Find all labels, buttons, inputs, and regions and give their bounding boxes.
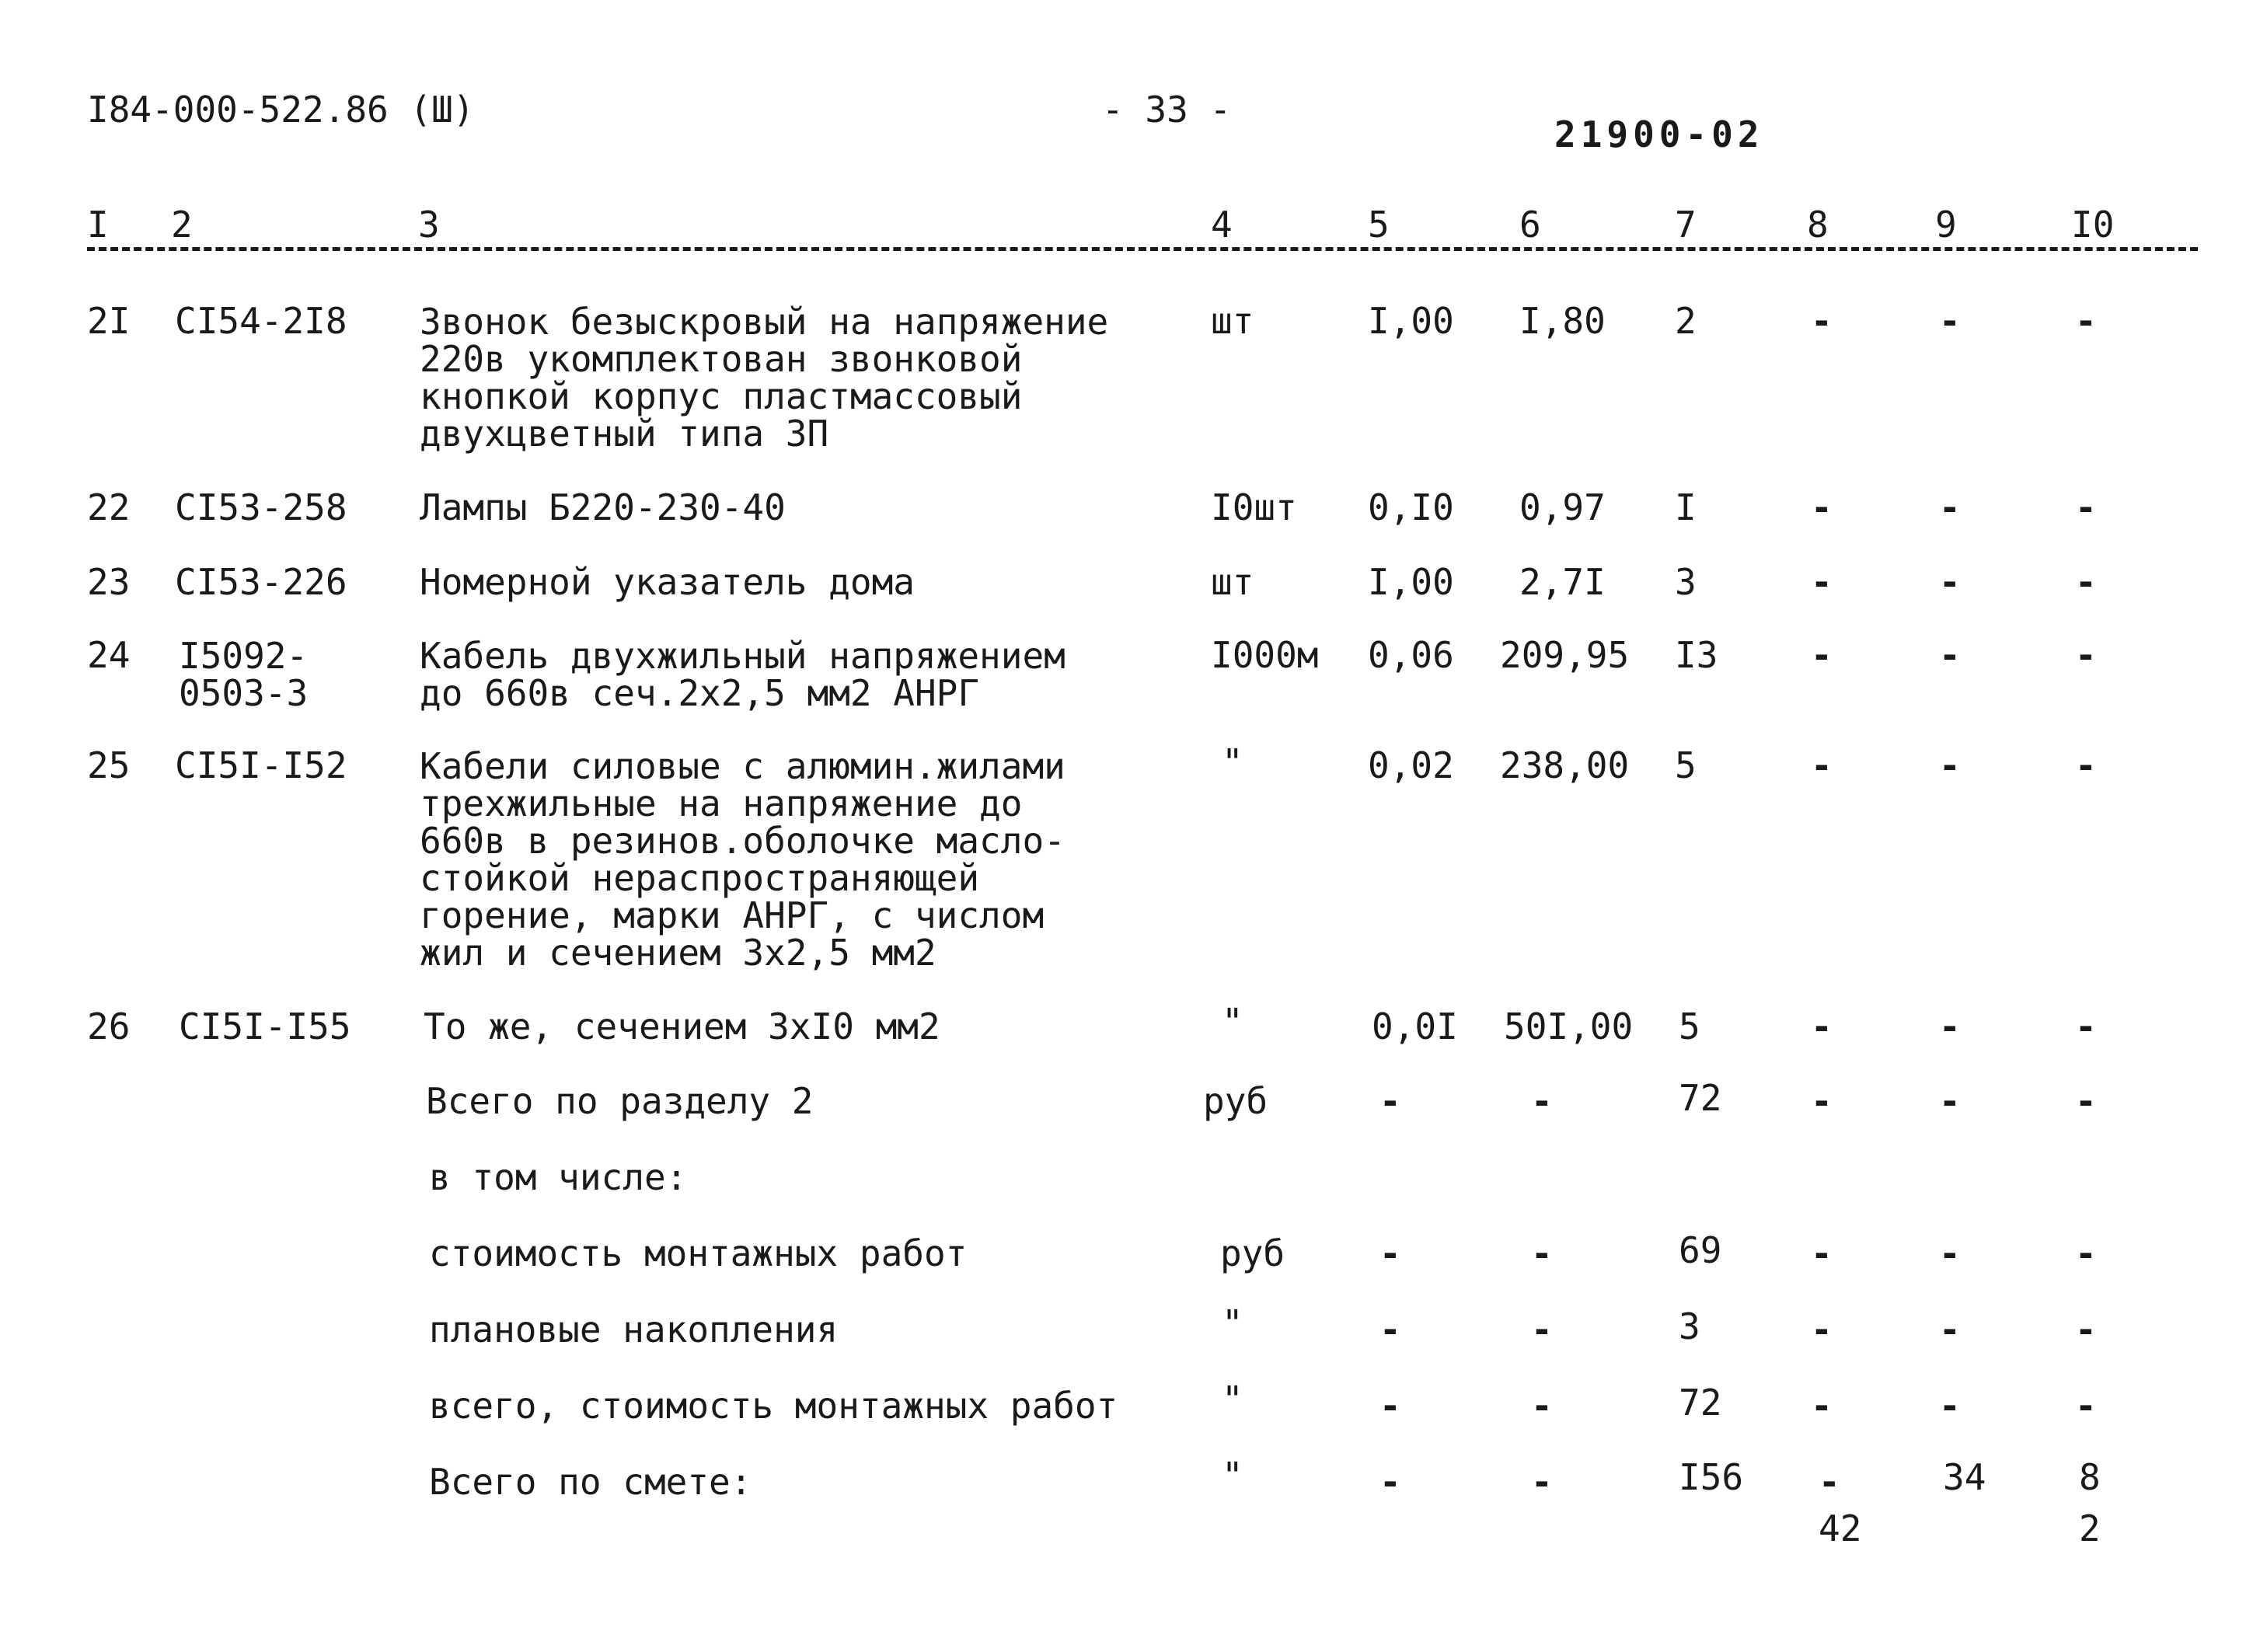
row-qty: I,00 bbox=[1368, 561, 1454, 603]
summary-total: 72 bbox=[1679, 1077, 1722, 1119]
row-col10: - bbox=[2075, 561, 2097, 603]
summary-total: 69 bbox=[1679, 1229, 1722, 1271]
row-qty: 0,02 bbox=[1368, 744, 1454, 786]
summary-col9: 34 bbox=[1943, 1456, 1986, 1498]
row-col9: - bbox=[1939, 561, 1961, 603]
row-col10: - bbox=[2075, 744, 2097, 786]
col-header: I0 bbox=[2071, 204, 2115, 246]
summary-col8-sub: 42 bbox=[1819, 1507, 1862, 1549]
col-header: 9 bbox=[1935, 204, 1957, 246]
row-col9: - bbox=[1939, 634, 1961, 676]
row-col9: - bbox=[1939, 486, 1961, 528]
summary-label: в том числе: bbox=[429, 1156, 688, 1198]
row-number: 2I bbox=[87, 300, 131, 342]
summary-col8: - bbox=[1811, 1232, 1833, 1274]
summary-total: I56 bbox=[1679, 1456, 1744, 1498]
col-header: 8 bbox=[1807, 204, 1829, 246]
row-name-line: горение, марки АНРГ, с числом bbox=[420, 894, 1045, 936]
col-header: 2 bbox=[171, 204, 193, 246]
summary-label: Всего по разделу 2 bbox=[426, 1080, 814, 1122]
row-price: 2,7I bbox=[1519, 561, 1606, 603]
summary-col10: - bbox=[2075, 1080, 2097, 1122]
summary-col8: - bbox=[1811, 1309, 1833, 1351]
row-price: 209,95 bbox=[1500, 634, 1630, 676]
summary-unit: руб bbox=[1203, 1080, 1268, 1122]
summary-price: - bbox=[1531, 1080, 1553, 1122]
summary-col10-sub: 2 bbox=[2079, 1507, 2101, 1549]
col-header: 3 bbox=[418, 204, 440, 246]
row-code: CI5I-I52 bbox=[175, 744, 347, 786]
row-name-line: Звонок безыскровый на напряжение bbox=[420, 301, 1109, 343]
summary-unit: руб bbox=[1220, 1232, 1285, 1274]
summary-label: плановые накопления bbox=[429, 1309, 839, 1351]
header-divider bbox=[87, 247, 2198, 251]
summary-total: 72 bbox=[1679, 1382, 1722, 1424]
row-total: I3 bbox=[1675, 634, 1718, 676]
row-col9: - bbox=[1939, 300, 1961, 342]
row-number: 24 bbox=[87, 634, 131, 676]
summary-unit: " bbox=[1222, 1302, 1243, 1344]
row-col8: - bbox=[1811, 561, 1833, 603]
summary-qty: - bbox=[1379, 1385, 1401, 1427]
summary-col10: - bbox=[2075, 1385, 2097, 1427]
row-col10: - bbox=[2075, 634, 2097, 676]
row-total: 3 bbox=[1675, 561, 1697, 603]
row-qty: 0,0I bbox=[1372, 1005, 1458, 1047]
summary-qty: - bbox=[1379, 1080, 1401, 1122]
summary-label: Всего по смете: bbox=[429, 1461, 752, 1503]
col-header: 5 bbox=[1368, 204, 1390, 246]
summary-label: всего, стоимость монтажных работ bbox=[429, 1385, 1118, 1427]
row-col8: - bbox=[1811, 486, 1833, 528]
row-code-line: 0503-3 bbox=[179, 672, 309, 714]
row-total: 2 bbox=[1675, 300, 1697, 342]
row-name-line: То же, сечением 3хI0 мм2 bbox=[424, 1005, 940, 1047]
row-qty: 0,I0 bbox=[1368, 486, 1454, 528]
row-name-line: Номерной указатель дома bbox=[420, 561, 915, 603]
col-header: 4 bbox=[1211, 204, 1233, 246]
row-total: 5 bbox=[1679, 1005, 1700, 1047]
row-col8: - bbox=[1811, 744, 1833, 786]
row-name-line: кнопкой корпус пластмассовый bbox=[420, 375, 1023, 417]
row-col10: - bbox=[2075, 486, 2097, 528]
summary-price: - bbox=[1531, 1232, 1553, 1274]
summary-qty: - bbox=[1379, 1461, 1401, 1503]
row-name-line: Кабель двухжильный напряжением bbox=[420, 635, 1065, 677]
summary-col9: - bbox=[1939, 1080, 1961, 1122]
summary-col10: - bbox=[2075, 1232, 2097, 1274]
row-code: CI54-2I8 bbox=[175, 300, 347, 342]
row-name-line: 660в в резинов.оболочке масло- bbox=[420, 820, 1065, 862]
row-price: 0,97 bbox=[1519, 486, 1606, 528]
row-code: CI53-258 bbox=[175, 486, 347, 528]
row-name-line: жил и сечением 3х2,5 мм2 bbox=[420, 932, 936, 974]
row-number: 26 bbox=[87, 1005, 131, 1047]
summary-col10: 8 bbox=[2079, 1456, 2101, 1498]
row-unit: шт bbox=[1211, 300, 1254, 342]
row-name-line: двухцветный типа ЗП bbox=[420, 413, 829, 455]
summary-total: 3 bbox=[1679, 1305, 1700, 1347]
row-qty: I,00 bbox=[1368, 300, 1454, 342]
row-name-line: Кабели силовые с алюмин.жилами bbox=[420, 745, 1065, 787]
row-unit: I0шт bbox=[1211, 486, 1297, 528]
row-unit: " bbox=[1222, 1001, 1243, 1043]
summary-unit: " bbox=[1222, 1378, 1243, 1420]
doc-code: 21900-02 bbox=[1554, 113, 1764, 155]
row-unit: " bbox=[1222, 741, 1243, 783]
row-price: 238,00 bbox=[1500, 744, 1630, 786]
summary-col8: - bbox=[1811, 1080, 1833, 1122]
summary-col10: - bbox=[2075, 1309, 2097, 1351]
row-col9: - bbox=[1939, 744, 1961, 786]
row-number: 22 bbox=[87, 486, 131, 528]
col-header: 7 bbox=[1675, 204, 1697, 246]
row-col8: - bbox=[1811, 300, 1833, 342]
summary-col8: - bbox=[1811, 1385, 1833, 1427]
summary-price: - bbox=[1531, 1309, 1553, 1351]
row-col10: - bbox=[2075, 1005, 2097, 1047]
summary-col9: - bbox=[1939, 1385, 1961, 1427]
row-unit: шт bbox=[1211, 561, 1254, 603]
row-name-line: до 660в сеч.2х2,5 мм2 АНРГ bbox=[420, 672, 980, 714]
row-price: I,80 bbox=[1519, 300, 1606, 342]
row-name-line: Лампы Б220-230-40 bbox=[420, 486, 786, 528]
row-code: CI53-226 bbox=[175, 561, 347, 603]
row-code-line: I5092- bbox=[179, 635, 309, 677]
summary-price: - bbox=[1531, 1461, 1553, 1503]
row-total: 5 bbox=[1675, 744, 1697, 786]
summary-price: - bbox=[1531, 1385, 1553, 1427]
row-name-line: 220в укомплектован звонковой bbox=[420, 338, 1023, 380]
summary-label: стоимость монтажных работ bbox=[429, 1232, 968, 1274]
row-qty: 0,06 bbox=[1368, 634, 1454, 676]
summary-col8: - bbox=[1819, 1461, 1840, 1503]
row-col8: - bbox=[1811, 634, 1833, 676]
row-col10: - bbox=[2075, 300, 2097, 342]
row-name-line: трехжильные на напряжение до bbox=[420, 782, 1023, 824]
row-code: CI5I-I55 bbox=[179, 1005, 351, 1047]
row-number: 23 bbox=[87, 561, 131, 603]
row-name-line: стойкой нераспространяющей bbox=[420, 857, 980, 899]
doc-number: I84-000-522.86 (Ш) bbox=[87, 89, 475, 131]
summary-col9: - bbox=[1939, 1309, 1961, 1351]
summary-unit: " bbox=[1222, 1455, 1243, 1497]
row-col9: - bbox=[1939, 1005, 1961, 1047]
row-unit: I000м bbox=[1211, 634, 1319, 676]
col-header: I bbox=[87, 204, 109, 246]
row-price: 50I,00 bbox=[1504, 1005, 1634, 1047]
summary-qty: - bbox=[1379, 1232, 1401, 1274]
row-number: 25 bbox=[87, 744, 131, 786]
page-number: - 33 - bbox=[1102, 89, 1232, 131]
col-header: 6 bbox=[1519, 204, 1541, 246]
row-total: I bbox=[1675, 486, 1697, 528]
summary-qty: - bbox=[1379, 1309, 1401, 1351]
row-col8: - bbox=[1811, 1005, 1833, 1047]
summary-col9: - bbox=[1939, 1232, 1961, 1274]
